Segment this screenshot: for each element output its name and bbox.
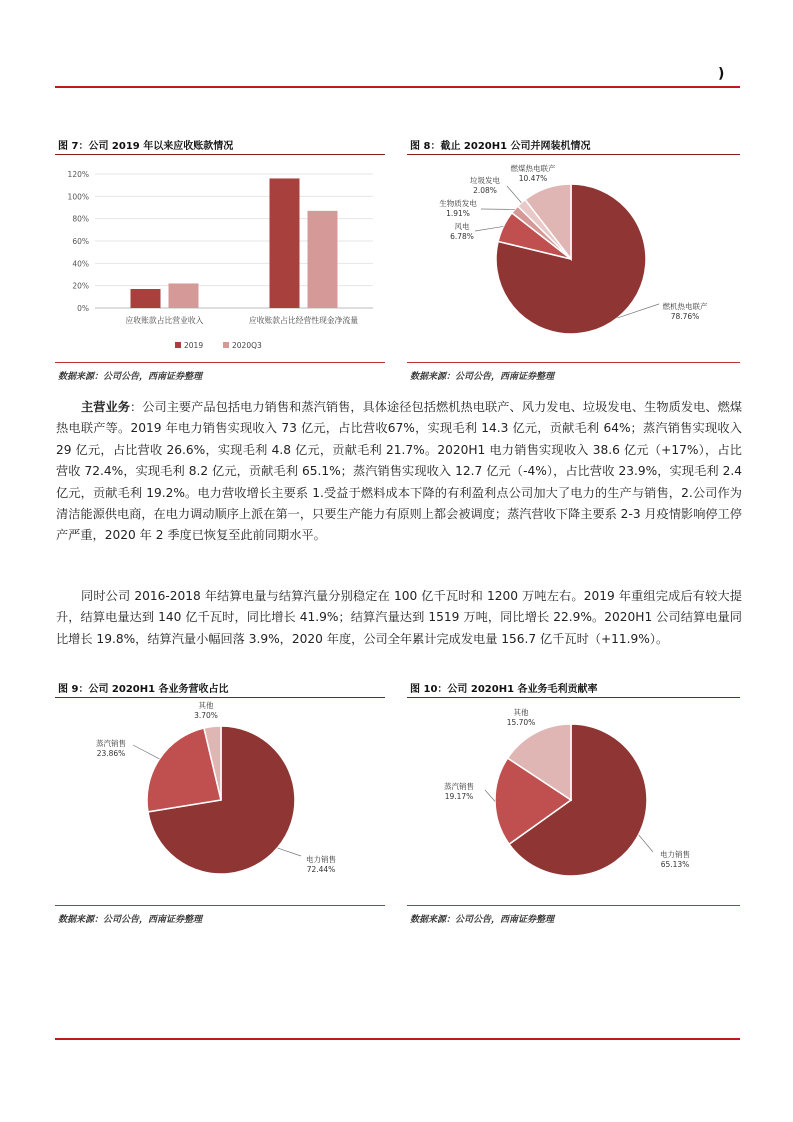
slice-percent: 1.91% [446, 209, 470, 218]
slice-percent: 3.70% [194, 711, 218, 720]
legend-label: 2020Q3 [232, 341, 262, 350]
slice-percent: 2.08% [473, 186, 497, 195]
leader-line [485, 790, 495, 801]
slice-label: 蒸汽销售 [96, 739, 126, 748]
slice-percent: 65.13% [660, 860, 690, 869]
fig10-source: 数据来源：公司公告，西南证券整理 [410, 915, 555, 925]
slice-percent: 6.78% [450, 232, 474, 241]
y-tick-label: 20% [72, 281, 89, 291]
bar-2019 [131, 289, 161, 308]
slice-label: 垃圾发电 [470, 176, 500, 185]
slice-label: 燃煤热电联产 [510, 164, 556, 173]
body-paragraph-2: 同时公司 2016-2018 年结算电量与结算汽量分别稳定在 100 亿千瓦时和 1200 万吨左右。2019 年重组完成后有较大提升，结算电量达到 140 亿千瓦时，同比增长 41.9%；结算汽量达到 1519 万吨，同比增长 22.9%。2020H1 公司结算电量同比增长 19.8%，结算汽量小幅回落 3.9%，2020 年度，公司全年累计完成发电量 156.7 亿千瓦时（+11.9%）。 [56, 589, 742, 646]
y-tick-label: 80% [72, 214, 89, 224]
fig9-title: 图 9：公司 2020H1 各业务营收占比 [58, 684, 229, 695]
bar-2019 [270, 178, 300, 308]
y-tick-label: 60% [72, 237, 89, 246]
slice-percent: 72.44% [306, 865, 336, 874]
fig10-pie-chart [407, 700, 740, 900]
slice-percent: 19.17% [444, 792, 474, 801]
slice-label: 电力销售 [660, 850, 690, 859]
y-tick-label: 100% [67, 192, 89, 202]
paragraph-1-text: ：公司主要产品包括电力销售和蒸汽销售，具体途径包括燃机热电联产、风力发电、垃圾发电、生物质发电、燃煤热电联产等。2019 年电力销售实现收入 73 亿元，占比营收67%，实现毛利 14.3 亿元，贡献毛利 64%；蒸汽销售实现收入 29 亿元，占比营收 26.6%，实现毛利 4.8 亿元，贡献毛利 21.7%。2020H1 电力销售实现收入 38.6 亿元（+17%），占比营收 72.4%，实现毛利 8.2 亿元，贡献毛利 65.1%；蒸汽销售实现收入 12.7 亿元（-4%），占比营收 23.9%，实现毛利 2.4 亿元，贡献毛利 19.2%。电力营收增长主要系 1.受益于燃料成本下降的有利盈利点公司加大了电力的生产与销售，2.公司作为清洁能源供电商，在电力调动顺序上派在第一，只要生产能力有原则上都会被调度；蒸汽营收下降主要系 2-3 月疫情影响停工停产严重，2020 年 2 季度已恢复至此前同期水平。 [56, 400, 743, 543]
slice-percent: 10.47% [518, 174, 548, 183]
y-tick-label: 40% [72, 259, 89, 269]
slice-percent: 15.70% [506, 718, 536, 727]
legend-label: 2019 [184, 341, 204, 350]
leader-line [475, 226, 503, 231]
slice-percent: 23.86% [96, 749, 126, 758]
slice-label: 风电 [454, 222, 470, 231]
bar-2020Q3 [308, 211, 338, 308]
slice-label: 生物质发电 [439, 199, 477, 208]
leader-line [639, 835, 653, 852]
fig7-bar-chart [55, 158, 385, 358]
fig8-title: 图 8：截止 2020H1 公司并网装机情况 [410, 141, 591, 152]
slice-label: 蒸汽销售 [444, 782, 474, 791]
fig10-bottom-rule [407, 905, 740, 906]
fig9-top-rule [55, 697, 385, 698]
body-paragraph-1 [56, 397, 742, 547]
fig9-pie-chart [55, 700, 385, 900]
fig7-top-rule [55, 154, 385, 155]
x-category-label: 应收账款占比经营性现金净流量 [248, 316, 359, 325]
fig10-title: 图 10：公司 2020H1 各业务毛利贡献率 [410, 684, 598, 695]
fig9-source: 数据来源：公司公告，西南证券整理 [58, 915, 203, 925]
x-category-label: 应收账款占比营业收入 [125, 316, 204, 325]
footer-rule [55, 1038, 740, 1040]
fig8-source: 数据来源：公司公告，西南证券整理 [410, 372, 555, 382]
fig8-pie-chart [407, 158, 740, 358]
leader-line [507, 186, 521, 203]
bar-2020Q3 [169, 283, 199, 308]
fig7-bottom-rule [55, 362, 385, 363]
slice-percent: 78.76% [670, 312, 700, 321]
slice-label: 燃机热电联产 [662, 302, 708, 311]
leader-line [277, 848, 301, 856]
leader-line [133, 745, 159, 759]
y-tick-label: 0% [77, 304, 89, 313]
fig7-source: 数据来源：公司公告，西南证券整理 [58, 372, 203, 382]
legend-swatch [223, 342, 229, 348]
paragraph-lead: 主营业务 [81, 400, 130, 414]
fig7-title: 图 7：公司 2019 年以来应收账款情况 [58, 141, 234, 152]
header-corner-mark: ) [718, 66, 725, 82]
fig9-bottom-rule [55, 905, 385, 906]
header-rule [55, 86, 740, 88]
slice-label: 其他 [513, 708, 529, 717]
fig10-top-rule [407, 697, 740, 698]
slice-label: 电力销售 [306, 855, 336, 864]
fig8-top-rule [407, 154, 740, 155]
y-tick-label: 120% [67, 170, 89, 179]
slice-label: 其他 [198, 701, 214, 710]
legend-swatch [175, 342, 181, 348]
fig8-bottom-rule [407, 362, 740, 363]
